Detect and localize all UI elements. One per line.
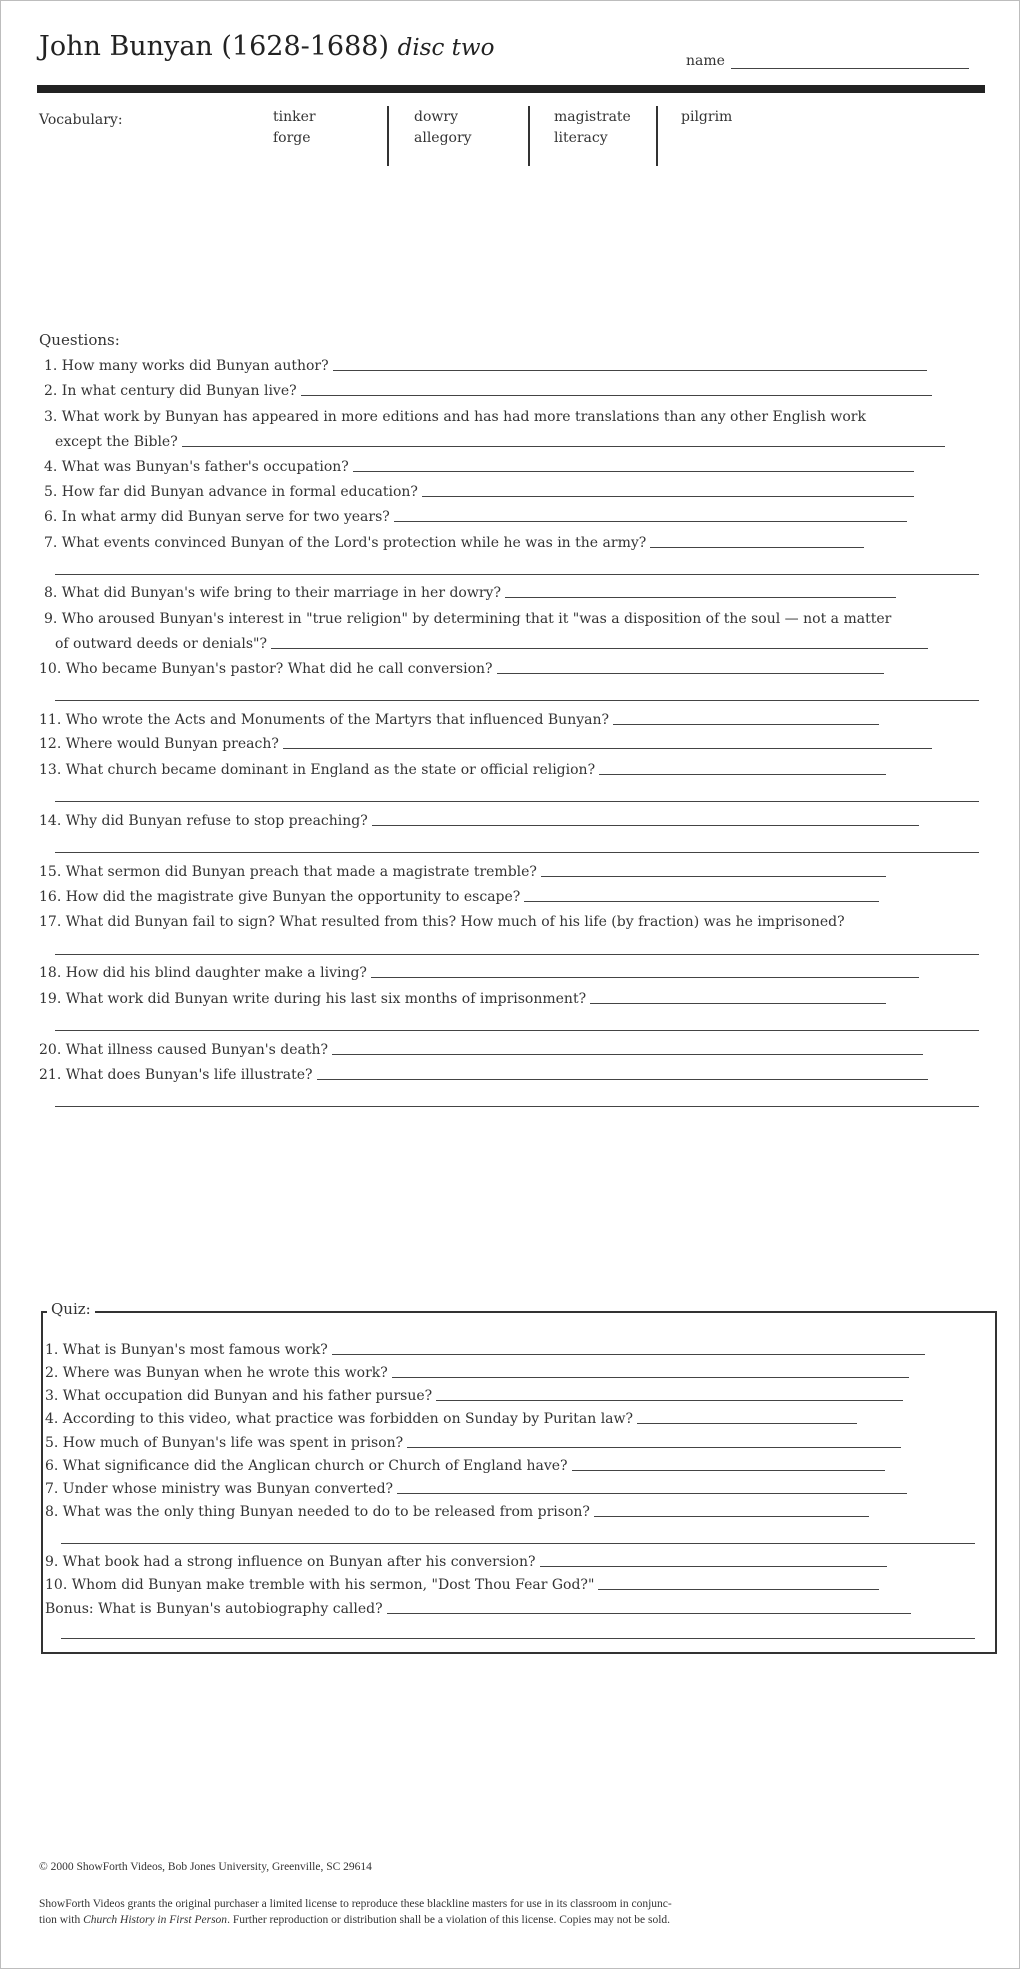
answer-blank[interactable]: [505, 595, 896, 598]
name-field[interactable]: [686, 53, 969, 69]
question-8[interactable]: 8. What did Bunyan's wife bring to their marriage in her dowry?: [44, 583, 896, 601]
vocab-word: dowry: [414, 109, 458, 125]
answer-blank[interactable]: [637, 1421, 857, 1424]
answer-blank[interactable]: [371, 975, 919, 978]
answer-line[interactable]: [55, 573, 979, 575]
answer-blank[interactable]: [613, 722, 879, 725]
quiz-question-9[interactable]: 9. What book had a strong influence on Bunyan after his conversion?: [45, 1552, 887, 1570]
answer-blank[interactable]: [301, 393, 932, 396]
question-19[interactable]: 19. What work did Bunyan write during his last six months of imprisonment?: [39, 989, 886, 1007]
answer-blank[interactable]: [182, 444, 945, 447]
vocab-word: tinker: [273, 109, 316, 125]
question-7[interactable]: 7. What events convinced Bunyan of the Lord's protection while he was in the army?: [44, 533, 864, 551]
vocab-word: forge: [273, 130, 311, 146]
quiz-question-5[interactable]: 5. How much of Bunyan's life was spent in prison?: [45, 1433, 901, 1451]
quiz-label: Quiz:: [47, 1300, 95, 1318]
question-9-cont[interactable]: of outward deeds or denials"?: [55, 634, 928, 652]
answer-blank[interactable]: [333, 368, 927, 371]
question-9: 9. Who aroused Bunyan's interest in "true religion" by determining that it "was a disposition of the soul — not a matter: [44, 611, 892, 627]
quiz-question-2[interactable]: 2. Where was Bunyan when he wrote this work?: [45, 1363, 909, 1381]
questions-heading: Questions:: [39, 331, 120, 349]
question-11[interactable]: 11. Who wrote the Acts and Monuments of the Martyrs that influenced Bunyan?: [39, 710, 879, 728]
answer-blank[interactable]: [317, 1077, 928, 1080]
quiz-question-7[interactable]: 7. Under whose ministry was Bunyan converted?: [45, 1479, 907, 1497]
quiz-question-1[interactable]: 1. What is Bunyan's most famous work?: [45, 1340, 925, 1358]
question-13[interactable]: 13. What church became dominant in England as the state or official religion?: [39, 760, 886, 778]
question-10[interactable]: 10. Who became Bunyan's pastor? What did he call conversion?: [39, 659, 884, 677]
question-3: 3. What work by Bunyan has appeared in more editions and has had more translations than any other English work: [44, 409, 866, 425]
answer-line[interactable]: [55, 851, 979, 853]
question-4[interactable]: 4. What was Bunyan's father's occupation?: [44, 457, 914, 475]
question-17: 17. What did Bunyan fail to sign? What resulted from this? How much of his life (by fraction) was he imprisoned?: [39, 914, 845, 930]
vocab-separator: [528, 106, 530, 166]
quiz-question-3[interactable]: 3. What occupation did Bunyan and his father pursue?: [45, 1386, 903, 1404]
answer-blank[interactable]: [590, 1001, 886, 1004]
question-6[interactable]: 6. In what army did Bunyan serve for two years?: [44, 507, 907, 525]
answer-blank[interactable]: [392, 1375, 909, 1378]
answer-blank[interactable]: [397, 1491, 907, 1494]
answer-blank[interactable]: [598, 1587, 879, 1590]
vocab-word: magistrate: [554, 109, 631, 125]
answer-blank[interactable]: [540, 1564, 888, 1567]
answer-blank[interactable]: [524, 899, 879, 902]
name-blank[interactable]: [731, 54, 969, 69]
answer-blank[interactable]: [594, 1514, 869, 1517]
answer-blank[interactable]: [332, 1352, 925, 1355]
question-21[interactable]: 21. What does Bunyan's life illustrate?: [39, 1065, 928, 1083]
answer-blank[interactable]: [436, 1398, 903, 1401]
answer-blank[interactable]: [497, 671, 884, 674]
answer-blank[interactable]: [271, 646, 928, 649]
vocabulary-label: Vocabulary:: [39, 112, 123, 128]
vocab-separator: [387, 106, 389, 166]
answer-blank[interactable]: [422, 494, 914, 497]
question-20[interactable]: 20. What illness caused Bunyan's death?: [39, 1040, 923, 1058]
answer-blank[interactable]: [407, 1445, 901, 1448]
answer-blank[interactable]: [572, 1468, 885, 1471]
header-divider: [37, 85, 985, 93]
vocab-word: pilgrim: [681, 109, 733, 125]
answer-line[interactable]: [55, 800, 979, 802]
question-18[interactable]: 18. How did his blind daughter make a living?: [39, 963, 919, 981]
question-2[interactable]: 2. In what century did Bunyan live?: [44, 381, 932, 399]
vocab-word: allegory: [414, 130, 472, 146]
question-3-cont[interactable]: except the Bible?: [55, 432, 945, 450]
question-12[interactable]: 12. Where would Bunyan preach?: [39, 734, 932, 752]
answer-blank[interactable]: [332, 1052, 923, 1055]
vocab-word: literacy: [554, 130, 608, 146]
license-line-1: ShowForth Videos grants the original purchaser a limited license to reproduce these blackline masters for use in its classroom in conjunc-: [39, 1898, 672, 1910]
answer-line[interactable]: [55, 1029, 979, 1031]
answer-blank[interactable]: [394, 519, 907, 522]
license-line-2: tion with Church History in First Person. Further reproduction or distribution shall be a violation of this license. Copies may not be sold.: [39, 1914, 671, 1926]
copyright-notice: © 2000 ShowForth Videos, Bob Jones University, Greenville, SC 29614: [39, 1861, 372, 1873]
answer-blank[interactable]: [541, 874, 886, 877]
answer-blank[interactable]: [387, 1611, 911, 1614]
product-title: Church History in First Person: [83, 1914, 228, 1926]
answer-blank[interactable]: [599, 772, 886, 775]
question-5[interactable]: 5. How far did Bunyan advance in formal education?: [44, 482, 914, 500]
license-notice: [39, 1896, 839, 1928]
question-1[interactable]: 1. How many works did Bunyan author?: [44, 356, 927, 374]
answer-line[interactable]: [55, 1105, 979, 1107]
name-label: name: [686, 53, 725, 69]
answer-blank[interactable]: [353, 469, 914, 472]
quiz-question-10[interactable]: 10. Whom did Bunyan make tremble with his sermon, "Dost Thou Fear God?": [45, 1575, 879, 1593]
quiz-question-8[interactable]: 8. What was the only thing Bunyan needed to do to be released from prison?: [45, 1502, 869, 1520]
answer-line[interactable]: [55, 699, 979, 701]
answer-blank[interactable]: [283, 746, 932, 749]
quiz-question-6[interactable]: 6. What significance did the Anglican church or Church of England have?: [45, 1456, 885, 1474]
title-subtitle: disc two: [397, 35, 495, 61]
title-text: John Bunyan (1628-1688): [39, 31, 389, 62]
question-14[interactable]: 14. Why did Bunyan refuse to stop preaching?: [39, 811, 919, 829]
answer-blank[interactable]: [372, 823, 919, 826]
quiz-question-4[interactable]: 4. According to this video, what practice was forbidden on Sunday by Puritan law?: [45, 1409, 857, 1427]
answer-line[interactable]: [61, 1542, 975, 1544]
answer-blank[interactable]: [650, 545, 864, 548]
answer-line[interactable]: [55, 953, 979, 955]
answer-line[interactable]: [61, 1637, 975, 1639]
vocab-separator: [656, 106, 658, 166]
question-15[interactable]: 15. What sermon did Bunyan preach that made a magistrate tremble?: [39, 862, 886, 880]
question-16[interactable]: 16. How did the magistrate give Bunyan the opportunity to escape?: [39, 887, 879, 905]
quiz-bonus-question[interactable]: Bonus: What is Bunyan's autobiography called?: [45, 1599, 911, 1617]
page-title: [39, 31, 494, 62]
